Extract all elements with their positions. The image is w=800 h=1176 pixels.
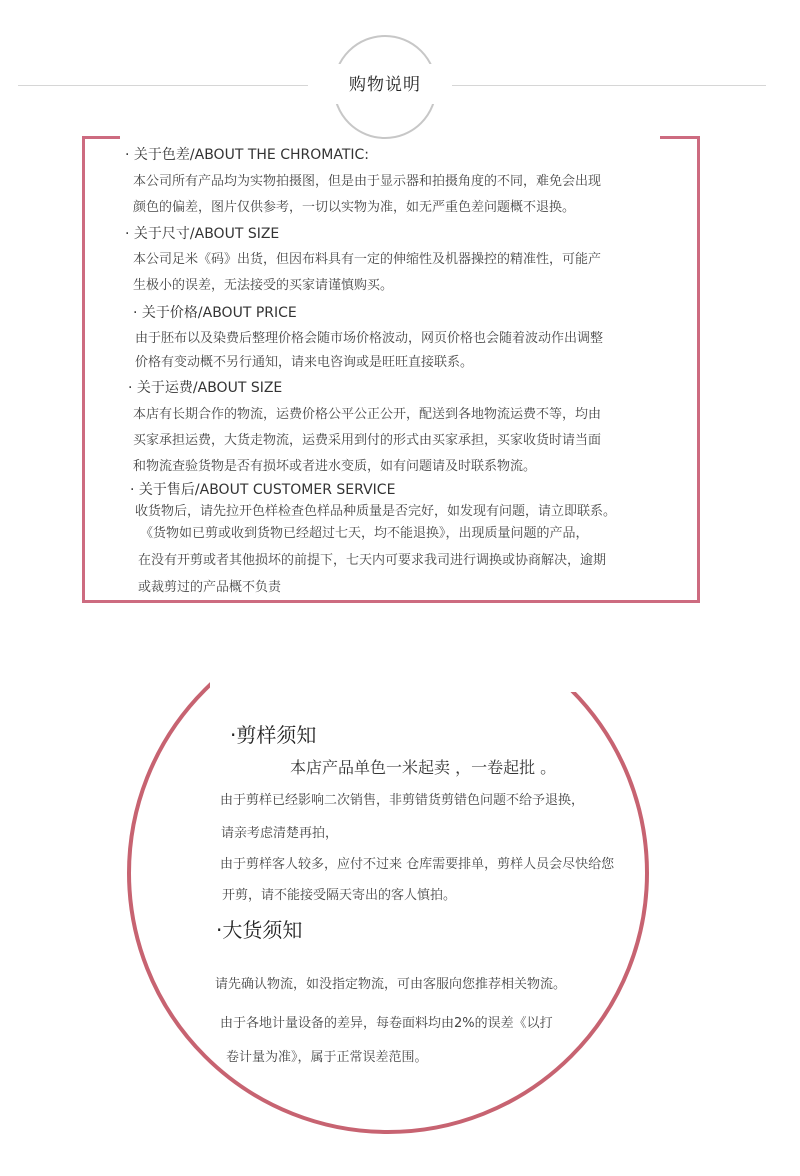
- sample-heading: ·剪样须知: [230, 723, 317, 747]
- bulk-line: 由于各地计量设备的差异，每卷面料均由2%的误差《以打: [220, 1016, 553, 1031]
- sample-line: 开剪，请不能接受隔天寄出的客人慎拍。: [222, 888, 457, 903]
- circle-top-gap: [210, 612, 590, 692]
- shipping-line: 本店有长期合作的物流，运费价格公平公正公开，配送到各地物流运费不等，均由: [133, 407, 602, 422]
- price-line: 价格有变动概不另行通知，请来电咨询或是旺旺直接联系。: [135, 355, 474, 370]
- sample-line: 本店产品单色一米起卖 ，一卷起批 。: [290, 758, 557, 777]
- price-line: 由于胚布以及染费后整理价格会随市场价格波动，网页价格也会随着波动作出调整: [135, 331, 604, 346]
- header-divider-right: [452, 85, 766, 86]
- size-heading: · 关于尺寸/ABOUT SIZE: [125, 226, 280, 242]
- size-line: 本公司足米《码》出货，但因布料具有一定的伸缩性及机器操控的精准性，可能产: [133, 252, 602, 267]
- chromatic-line: 本公司所有产品均为实物拍摄图，但是由于显示器和拍摄角度的不同，难免会出现: [133, 174, 602, 189]
- shipping-heading: · 关于运费/ABOUT SIZE: [128, 380, 283, 396]
- after-sales-line: 或裁剪过的产品概不负责: [138, 580, 282, 595]
- frame-top-left-segment: [82, 136, 120, 139]
- sample-line: 由于剪样客人较多，应付不过来 仓库需要排单，剪样人员会尽快给您: [220, 857, 615, 872]
- sample-line: 由于剪样已经影响二次销售，非剪错货剪错色问题不给予退换，: [220, 793, 585, 808]
- price-heading: · 关于价格/ABOUT PRICE: [133, 305, 297, 321]
- shipping-line: 买家承担运费，大货走物流，运费采用到付的形式由买家承担，买家收货时请当面: [133, 433, 602, 448]
- bulk-heading: ·大货须知: [216, 918, 303, 942]
- sample-line: 请亲考虑清楚再拍，: [221, 826, 339, 841]
- header-divider-left: [18, 85, 308, 86]
- frame-top-right-segment: [660, 136, 700, 139]
- chromatic-line: 颜色的偏差，图片仅供参考，一切以实物为准，如无严重色差问题概不退换。: [133, 200, 576, 215]
- after-sales-heading: · 关于售后/ABOUT CUSTOMER SERVICE: [130, 482, 396, 498]
- after-sales-line: 在没有开剪或者其他损坏的前提下，七天内可要求我司进行调换或协商解决，逾期: [138, 553, 607, 568]
- chromatic-heading: · 关于色差/ABOUT THE CHROMATIC:: [125, 147, 369, 163]
- bulk-line: 卷计量为准》，属于正常误差范围。: [226, 1050, 428, 1065]
- size-line: 生极小的误差，无法接受的买家请谨慎购买。: [133, 278, 394, 293]
- bulk-line: 请先确认物流，如没指定物流，可由客服向您推荐相关物流。: [215, 977, 567, 992]
- after-sales-line: 《货物如已剪或收到货物已经超过七天，均不能退换》，出现质量问题的产品，: [140, 526, 589, 541]
- shipping-line: 和物流查验货物是否有损坏或者进水变质，如有问题请及时联系物流。: [133, 459, 537, 474]
- page-title: 购物说明: [349, 75, 421, 95]
- after-sales-line: 收货物后，请先拉开色样检查色样品种质量是否完好，如发现有问题，请立即联系。: [135, 504, 617, 519]
